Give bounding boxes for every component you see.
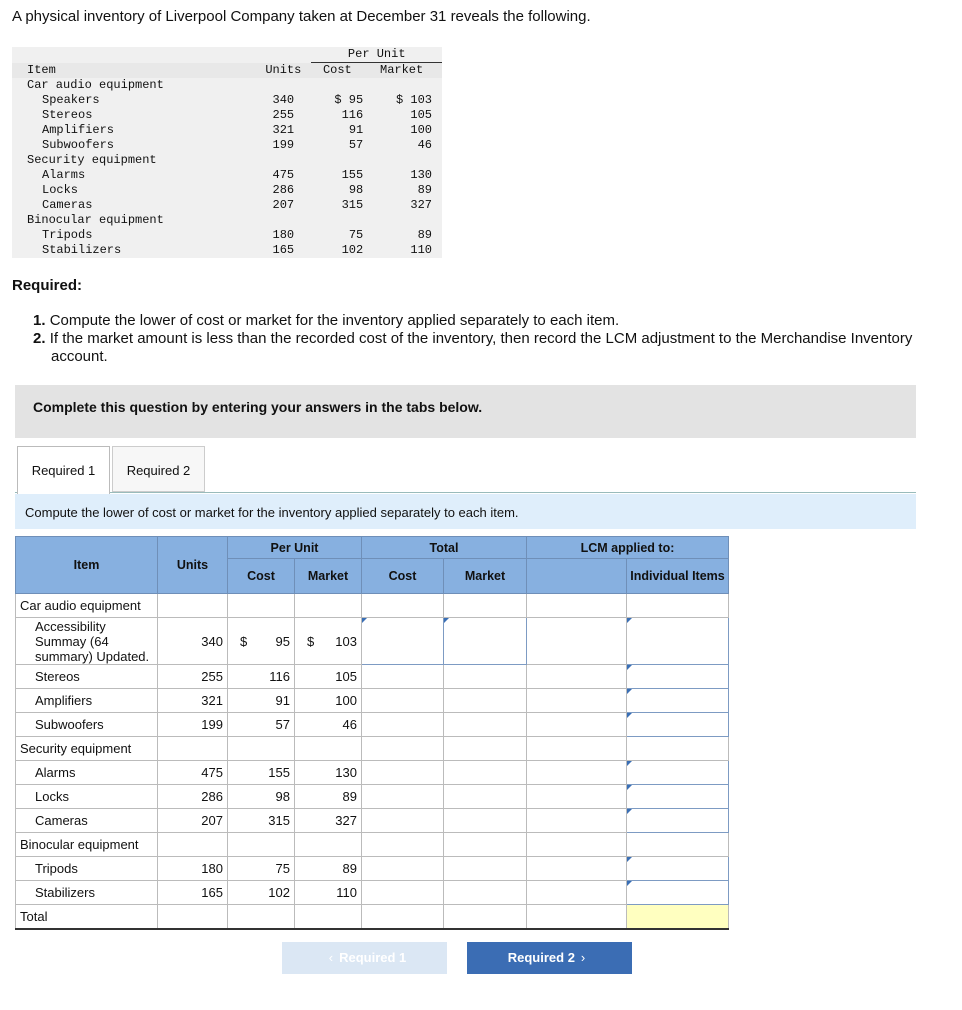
col-spacer [527,559,627,594]
item-row [12,168,442,183]
table-row [16,689,729,713]
spacer-cell [527,689,627,713]
item-name: Amplifiers [42,123,115,137]
cost-value: $ 95 [334,93,364,107]
units-value: 255 [272,108,295,122]
total-market-input [444,857,527,881]
category-row [16,594,729,618]
spacer-cell [527,713,627,737]
total-market-input [444,689,527,713]
intro-text: A physical inventory of Liverpool Company taken at December 31 reveals the following. [12,8,591,25]
item-name: Subwoofers [42,138,115,152]
item-name: Car audio equipment [27,78,164,92]
empty-cell [627,833,729,857]
unit-cost-cell: 91 [228,689,295,713]
cost-value: 116 [341,108,364,122]
empty-cell [158,905,228,930]
item-row [12,183,442,198]
units-value: 286 [272,183,295,197]
unit-market-cell: 100 [295,689,362,713]
total-cost-input [362,857,444,881]
item-cell: Tripods [16,857,158,881]
units-value: 207 [272,198,295,212]
col-individual-items: Individual Items [627,559,729,594]
empty-cell [362,737,444,761]
prev-required-button[interactable]: ‹ Required 1 [282,942,447,974]
cost-value [311,78,371,93]
total-cost-input [362,665,444,689]
units-value: 475 [272,168,295,182]
lcm-individual-input[interactable] [627,857,729,881]
item-name: Cameras [42,198,93,212]
units-cell: 475 [158,761,228,785]
total-cost-input [362,761,444,785]
total-cost-input[interactable] [362,618,444,665]
item-cell: Security equipment [16,737,158,761]
unit-cost-cell: 98 [228,785,295,809]
lcm-individual-input[interactable] [627,665,729,689]
empty-cell [627,594,729,618]
unit-cost-cell: 57 [228,713,295,737]
empty-cell [295,737,362,761]
total-market-input [444,761,527,785]
requirement-2: 2. If the market amount is less than the recorded cost of the inventory, then record the LCM adjustment to the Merchandise Inventory account. [33,330,913,365]
spacer-cell [527,905,627,930]
item-name: Tripods [42,228,93,242]
item-cell: Amplifiers [16,689,158,713]
cost-value: 102 [341,243,364,257]
col-lcm-applied: LCM applied to: [527,537,729,559]
lcm-answer-table [15,536,729,930]
next-required-button[interactable]: Required 2 › [467,942,632,974]
instructions-banner: Complete this question by entering your answers in the tabs below. [15,385,916,438]
spacer-cell [527,881,627,905]
units-header: Units [255,63,311,79]
lcm-individual-input[interactable] [627,785,729,809]
table-row [16,881,729,905]
market-value: 327 [410,198,432,212]
units-value: 340 [272,93,295,107]
lcm-individual-input[interactable] [627,761,729,785]
unit-market-cell: 105 [295,665,362,689]
item-row [12,243,442,258]
units-value: 165 [272,243,295,257]
empty-cell [158,833,228,857]
market-value: 130 [410,168,432,182]
tab-required-2[interactable]: Required 2 [112,446,205,492]
units-cell: 180 [158,857,228,881]
item-name: Alarms [42,168,86,182]
col-per-unit: Per Unit [228,537,362,559]
cost-value: 57 [348,138,364,152]
empty-cell [295,833,362,857]
cost-value [311,153,371,168]
unit-market-cell: 110 [295,881,362,905]
dollar-sign: $ [307,633,315,649]
empty-cell [228,905,295,930]
market-value: 110 [410,243,432,257]
cost-value: 155 [341,168,364,182]
total-market-input [444,881,527,905]
col-total-market: Market [444,559,527,594]
units-cell: 340 [158,618,228,665]
units-cell: 199 [158,713,228,737]
total-market-input [444,809,527,833]
market-value [371,78,442,93]
col-unit-market: Market [295,559,362,594]
units-cell: 255 [158,665,228,689]
table-row [16,809,729,833]
col-units: Units [158,537,228,594]
total-market-input [444,665,527,689]
units-value [255,153,311,168]
cost-value [311,213,371,228]
unit-market-cell: $ 103 [295,618,362,665]
tab-instruction: Compute the lower of cost or market for the inventory applied separately to each item. [15,494,916,529]
empty-cell [295,594,362,618]
table-row [16,665,729,689]
empty-cell [527,833,627,857]
item-row [12,198,442,213]
market-value: 105 [410,108,432,122]
spacer-cell [527,857,627,881]
total-market-cell [444,905,527,930]
table-row [16,618,729,665]
per-unit-header: Per Unit [311,47,442,63]
item-cell: Cameras [16,809,158,833]
tab-divider [15,492,916,493]
empty-cell [228,833,295,857]
total-cost-input [362,809,444,833]
tab-required-1[interactable]: Required 1 [17,446,110,494]
empty-cell [627,737,729,761]
item-cell: Stabilizers [16,881,158,905]
units-cell: 321 [158,689,228,713]
empty-cell [158,594,228,618]
item-row [12,93,442,108]
cost-header: Cost [311,63,371,79]
lcm-individual-input[interactable] [627,713,729,737]
table-row [16,857,729,881]
table-row [16,713,729,737]
table-row [16,785,729,809]
units-cell: 165 [158,881,228,905]
category-row [16,737,729,761]
unit-market-cell: 89 [295,785,362,809]
col-item: Item [16,537,158,594]
units-value [255,78,311,93]
spacer-cell [527,761,627,785]
requirements-list [33,312,913,366]
empty-cell [362,833,444,857]
chevron-left-icon: ‹ [328,950,334,965]
unit-cost-cell: 102 [228,881,295,905]
category-row [12,78,442,93]
item-name: Stabilizers [42,243,122,257]
empty-cell [444,594,527,618]
empty-cell [444,737,527,761]
item-row [12,108,442,123]
cost-value: 315 [341,198,364,212]
empty-cell [527,594,627,618]
col-total: Total [362,537,527,559]
item-name: Stereos [42,108,93,122]
category-row [12,153,442,168]
empty-cell [295,905,362,930]
market-value [371,153,442,168]
dollar-sign: $ [240,633,248,649]
item-cell: Car audio equipment [16,594,158,618]
item-cell: Alarms [16,761,158,785]
units-cell: 207 [158,809,228,833]
empty-cell [228,594,295,618]
spacer-cell [527,618,627,665]
unit-market-cell: 130 [295,761,362,785]
spacer-cell [527,785,627,809]
total-market-input [444,785,527,809]
empty-cell [527,737,627,761]
units-cell: 286 [158,785,228,809]
unit-cost-cell: 315 [228,809,295,833]
total-cost-input [362,689,444,713]
item-cell: Stereos [16,665,158,689]
total-market-input[interactable] [444,618,527,665]
empty-cell [158,737,228,761]
units-value [255,213,311,228]
market-value: 89 [417,183,432,197]
lcm-individual-input[interactable] [627,809,729,833]
col-unit-cost: Cost [228,559,295,594]
item-header: Item [12,63,255,79]
market-value: 89 [417,228,432,242]
total-market-input [444,713,527,737]
item-name: Locks [42,183,79,197]
empty-cell [228,737,295,761]
required-label: Required: [12,277,83,294]
cost-value: 98 [348,183,364,197]
item-cell: Locks [16,785,158,809]
spacer-cell [527,809,627,833]
category-row [16,833,729,857]
chevron-right-icon: › [580,950,586,965]
total-row [16,905,729,930]
item-cell: Subwoofers [16,713,158,737]
unit-market-cell: 327 [295,809,362,833]
market-header: Market [371,63,442,79]
lcm-individual-input[interactable] [627,689,729,713]
unit-cost-cell: 116 [228,665,295,689]
total-cost-cell [362,905,444,930]
unit-market-cell: 46 [295,713,362,737]
item-cell: Binocular equipment [16,833,158,857]
lcm-total-input[interactable] [627,905,729,930]
market-value: 100 [410,123,432,137]
total-cost-input [362,881,444,905]
market-value [371,213,442,228]
requirement-1: 1. Compute the lower of cost or market for the inventory applied separately to each item. [33,312,620,329]
spacer-cell [527,665,627,689]
col-total-cost: Cost [362,559,444,594]
problem-data-table [12,47,442,258]
cost-value: 91 [348,123,364,137]
cost-value: 75 [348,228,364,242]
item-cell: Accessibility Summay (64 summary) Updated. [16,618,158,665]
item-cell: Total [16,905,158,930]
category-row [12,213,442,228]
item-row [12,228,442,243]
lcm-individual-input[interactable] [627,881,729,905]
item-row [12,123,442,138]
unit-cost-cell: 155 [228,761,295,785]
units-value: 321 [272,123,295,137]
market-value: 46 [417,138,432,152]
unit-cost-cell: $ 95 [228,618,295,665]
item-row [12,138,442,153]
unit-market-cell: 89 [295,857,362,881]
table-row [16,761,729,785]
unit-cost-cell: 75 [228,857,295,881]
units-value: 199 [272,138,295,152]
total-cost-input [362,785,444,809]
total-cost-input [362,713,444,737]
market-value: $ 103 [395,93,432,107]
item-name: Speakers [42,93,100,107]
units-value: 180 [272,228,295,242]
item-name: Binocular equipment [27,213,164,227]
empty-cell [362,594,444,618]
item-name: Security equipment [27,153,157,167]
lcm-individual-input[interactable] [627,618,729,665]
empty-cell [444,833,527,857]
